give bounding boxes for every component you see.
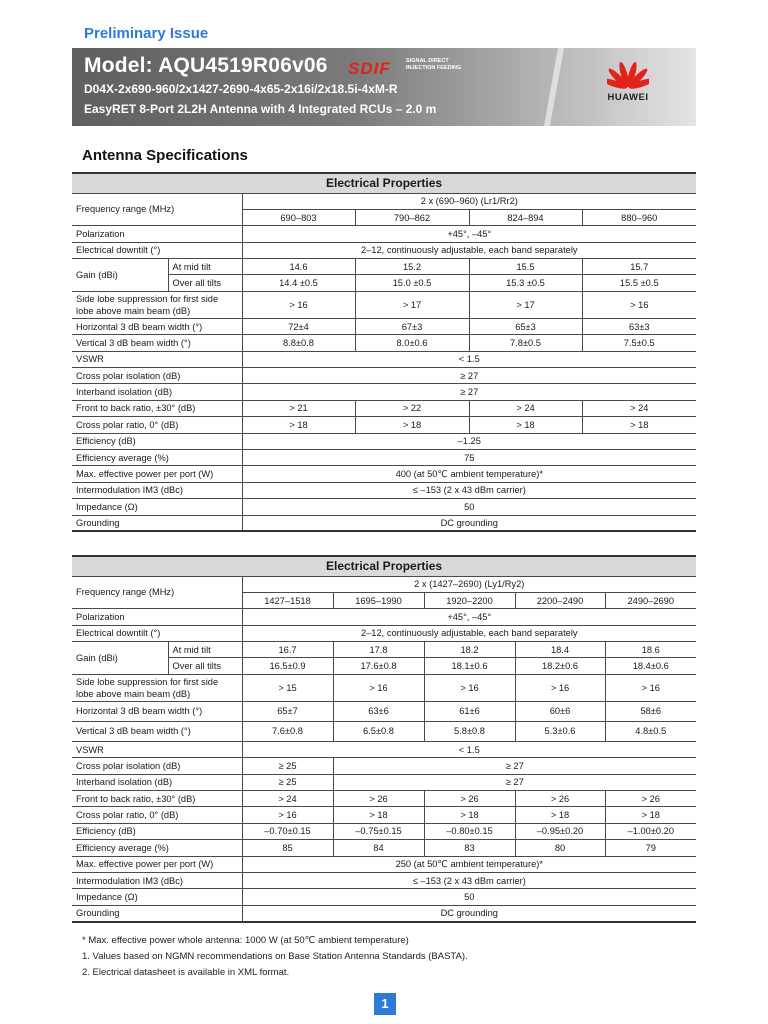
row-label: Cross polar ratio, 0° (dB) [72,807,242,823]
freq-range: 2 x (1427–2690) (Ly1/Ry2) [242,576,696,592]
electrical-properties-table-low-band [72,172,696,532]
table-cell: ≥ 27 [242,384,696,400]
table-cell: 15.5 [469,259,582,275]
table-cell: 15.5 ±0.5 [582,275,696,291]
table-cell: > 18 [242,417,355,433]
row-label: Cross polar isolation (dB) [72,758,242,774]
row-label: Interband isolation (dB) [72,384,242,400]
table-cell: > 21 [242,400,355,416]
part-code: D04X-2x690-960/2x1427-2690-4x65-2x16i/2x18.5i-4xM-R [84,82,398,96]
table-cell: > 24 [469,400,582,416]
table-cell: 15.3 ±0.5 [469,275,582,291]
table-cell: 50 [242,889,696,905]
table-cell: 18.2±0.6 [515,658,605,674]
table-cell: 250 (at 50℃ ambient temperature)* [242,856,696,872]
table-cell: > 18 [582,417,696,433]
table-cell: > 16 [605,674,696,701]
table-cell: 18.2 [424,642,515,658]
band-header: 790–862 [355,209,469,225]
banner-divider-icon [544,48,564,126]
table-cell: 18.4±0.6 [605,658,696,674]
table-cell: > 26 [424,791,515,807]
table-title: Electrical Properties [72,556,696,576]
table-cell: 83 [424,840,515,856]
band-header: 880–960 [582,209,696,225]
row-label: Impedance (Ω) [72,889,242,905]
page-number: 1 [374,993,396,1015]
section-title: Antenna Specifications [82,147,248,164]
table-cell: 5.8±0.8 [424,721,515,741]
table-cell: > 18 [333,807,424,823]
table-cell: 61±6 [424,701,515,721]
table-cell: 63±3 [582,318,696,334]
table-cell: 7.6±0.8 [242,721,333,741]
table-cell: > 24 [242,791,333,807]
table-cell: 85 [242,840,333,856]
band-header: 1920–2200 [424,592,515,608]
row-label: Max. effective power per port (W) [72,856,242,872]
table-cell: > 17 [355,291,469,318]
row-label: Efficiency average (%) [72,840,242,856]
table-cell: > 16 [242,807,333,823]
table-cell: 15.7 [582,259,696,275]
table-cell: 15.2 [355,259,469,275]
table-cell: –0.80±0.15 [424,823,515,839]
table-cell: 4.8±0.5 [605,721,696,741]
table-cell: 65±3 [469,318,582,334]
footnote-basta: 1. Values based on NGMN recommendations on Base Station Antenna Standards (BASTA). [82,951,468,962]
table-cell: > 22 [355,400,469,416]
table-cell: 17.8 [333,642,424,658]
row-label: Vertical 3 dB beam width (°) [72,335,242,351]
row-label: Electrical downtilt (°) [72,242,242,258]
table-cell: 67±3 [355,318,469,334]
table-cell: 8.8±0.8 [242,335,355,351]
table-cell: 16.7 [242,642,333,658]
row-label: Impedance (Ω) [72,499,242,515]
band-header: 1427–1518 [242,592,333,608]
table-cell: –0.75±0.15 [333,823,424,839]
table-cell: < 1.5 [242,351,696,367]
table-cell: 14.4 ±0.5 [242,275,355,291]
row-label: Gain (dBi) [72,259,168,292]
band-header: 2490–2690 [605,592,696,608]
row-label: Max. effective power per port (W) [72,466,242,482]
row-label: Grounding [72,515,242,531]
table-cell: 60±6 [515,701,605,721]
row-label: Vertical 3 dB beam width (°) [72,721,242,741]
table-cell: 7.5±0.5 [582,335,696,351]
table-cell: –1.00±0.20 [605,823,696,839]
table-cell: –1.25 [242,433,696,449]
row-label: Horizontal 3 dB beam width (°) [72,318,242,334]
table-cell: ≥ 25 [242,758,333,774]
table-cell: ≥ 27 [333,774,696,790]
row-label: Side lobe suppression for first side lobe above main beam (dB) [72,674,242,701]
table-cell: 65±7 [242,701,333,721]
table-cell: > 24 [582,400,696,416]
table-cell: 18.6 [605,642,696,658]
table-cell: 5.3±0.6 [515,721,605,741]
table-cell: 18.1±0.6 [424,658,515,674]
huawei-petal-icon [607,58,649,90]
table-cell: 8.0±0.6 [355,335,469,351]
table-cell: 7.8±0.5 [469,335,582,351]
table-cell: > 18 [515,807,605,823]
table-cell: > 15 [242,674,333,701]
table-cell: 75 [242,449,696,465]
band-header: 2200–2490 [515,592,605,608]
row-label: Horizontal 3 dB beam width (°) [72,701,242,721]
model-title: Model: AQU4519R06v06 [84,54,328,77]
table-cell: ≤ –153 (2 x 43 dBm carrier) [242,482,696,498]
band-header: 1695–1990 [333,592,424,608]
table-title: Electrical Properties [72,173,696,193]
table-cell: ≤ –153 (2 x 43 dBm carrier) [242,872,696,888]
table-cell: 2–12, continuously adjustable, each band separately [242,242,696,258]
table-cell: 400 (at 50℃ ambient temperature)* [242,466,696,482]
table-cell: 63±6 [333,701,424,721]
row-label: Cross polar isolation (dB) [72,368,242,384]
table-cell: ≥ 25 [242,774,333,790]
row-label: Electrical downtilt (°) [72,625,242,641]
table-cell: –0.70±0.15 [242,823,333,839]
table-cell: DC grounding [242,515,696,531]
row-label: Gain (dBi) [72,642,168,675]
band-header: 824–894 [469,209,582,225]
table-cell: 80 [515,840,605,856]
huawei-logo [598,58,658,118]
table-cell: 2–12, continuously adjustable, each band separately [242,625,696,641]
table-cell: < 1.5 [242,741,696,757]
product-description: EasyRET 8-Port 2L2H Antenna with 4 Integrated RCUs – 2.0 m [84,102,437,116]
row-label: Cross polar ratio, 0° (dB) [72,417,242,433]
table-cell: > 26 [605,791,696,807]
sub-label: At mid tilt [168,642,242,658]
table-cell: 14.6 [242,259,355,275]
row-label: Frequency range (MHz) [72,576,242,609]
table-cell: –0.95±0.20 [515,823,605,839]
freq-range: 2 x (690–960) (Lr1/Rr2) [242,193,696,209]
table-cell: +45°, –45° [242,609,696,625]
row-label: Polarization [72,609,242,625]
row-label: Interband isolation (dB) [72,774,242,790]
table-cell: > 18 [355,417,469,433]
table-cell: 17.6±0.8 [333,658,424,674]
table-cell: ≥ 27 [242,368,696,384]
table-cell: > 26 [515,791,605,807]
table-cell: > 16 [333,674,424,701]
table-cell: 6.5±0.8 [333,721,424,741]
row-label: Intermodulation IM3 (dBc) [72,482,242,498]
row-label: Polarization [72,226,242,242]
table-cell: > 16 [582,291,696,318]
row-label: Frequency range (MHz) [72,193,242,226]
sub-label: Over all tilts [168,658,242,674]
row-label: Efficiency (dB) [72,823,242,839]
row-label: VSWR [72,741,242,757]
table-cell: 16.5±0.9 [242,658,333,674]
table-cell: > 18 [469,417,582,433]
row-label: VSWR [72,351,242,367]
row-label: Efficiency (dB) [72,433,242,449]
row-label: Grounding [72,905,242,921]
table-cell: 79 [605,840,696,856]
footnote-power: * Max. effective power whole antenna: 1000 W (at 50℃ ambient temperature) [82,935,409,946]
sub-label: At mid tilt [168,259,242,275]
sdif-logo: SDIF [348,59,391,78]
huawei-wordmark: HUAWEI [607,92,649,103]
table-cell: 58±6 [605,701,696,721]
table-cell: > 18 [424,807,515,823]
electrical-properties-table-high-band [72,555,696,923]
table-cell: 15.0 ±0.5 [355,275,469,291]
table-cell: 50 [242,499,696,515]
sdif-tagline: SIGNAL DIRECT INJECTION FEEDING [406,58,462,71]
footnotes [82,933,468,981]
sub-label: Over all tilts [168,275,242,291]
table-cell: 18.4 [515,642,605,658]
table-cell: 72±4 [242,318,355,334]
table-cell: > 17 [469,291,582,318]
table-cell: 84 [333,840,424,856]
band-header: 690–803 [242,209,355,225]
row-label: Front to back ratio, ±30° (dB) [72,400,242,416]
row-label: Intermodulation IM3 (dBc) [72,872,242,888]
row-label: Efficiency average (%) [72,449,242,465]
table-cell: > 16 [242,291,355,318]
table-cell: > 18 [605,807,696,823]
table-cell: > 16 [424,674,515,701]
table-cell: ≥ 27 [333,758,696,774]
table-cell: DC grounding [242,905,696,921]
row-label: Side lobe suppression for first side lobe above main beam (dB) [72,291,242,318]
table-cell: > 16 [515,674,605,701]
row-label: Front to back ratio, ±30° (dB) [72,791,242,807]
table-cell: > 26 [333,791,424,807]
footnote-xml: 2. Electrical datasheet is available in XML format. [82,967,290,978]
table-cell: +45°, –45° [242,226,696,242]
preliminary-issue-label: Preliminary Issue [84,25,209,42]
